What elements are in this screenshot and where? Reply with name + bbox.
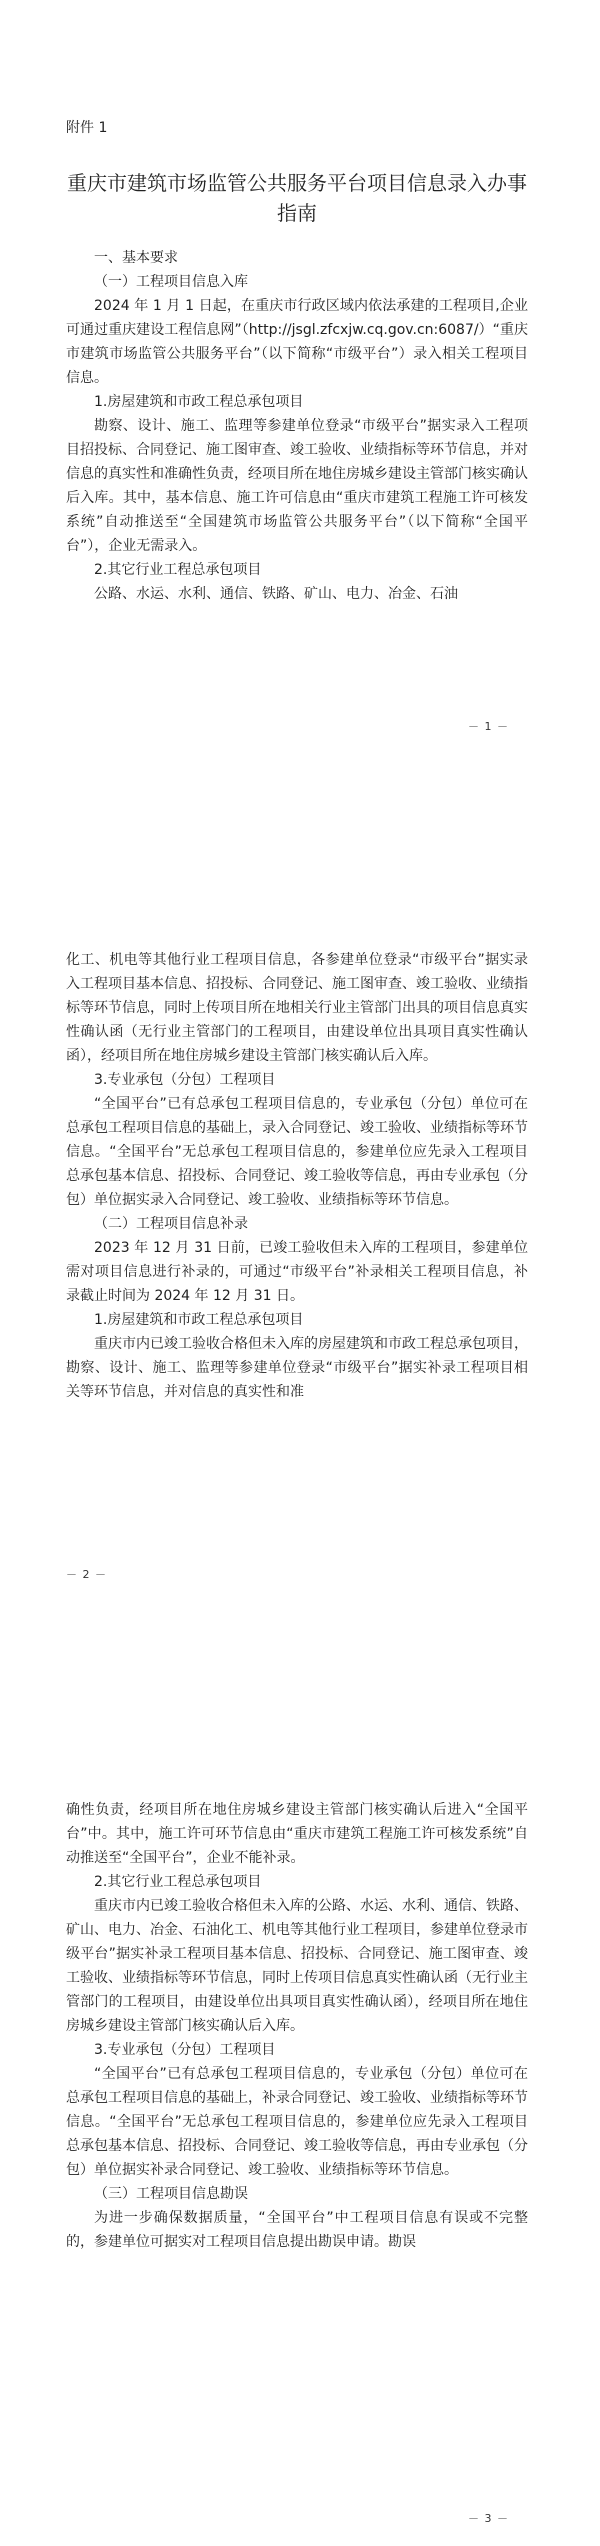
item-heading-other-industries: 2.其它行业工程总承包项目 bbox=[94, 1874, 262, 1890]
item-heading-other-industries: 2.其它行业工程总承包项目 bbox=[94, 562, 262, 578]
paragraph: “全国平台”已有总承包工程项目信息的，专业承包（分包）单位可在总承包工程项目信息的基础上，补录合同登记、竣工验收、业绩指标等环节信息。“全国平台”无总承包工程项目信息的，参建单位应先录入工程项目总承包基本信息、招投标、合同登记、竣工验收等信息，再由专业承包（分包）单位据实补录合同登记、竣工验收、业绩指标等环节信息。 bbox=[66, 2066, 528, 2178]
paragraph: 2023 年 12 月 31 日前，已竣工验收但未入库的工程项目，参建单位需对项目信息进行补录的，可通过“市级平台”补录相关工程项目信息，补录截止时间为 2024 年 12 月 31 日。 bbox=[66, 1240, 528, 1304]
section-group bbox=[66, 1798, 528, 2254]
page-number: － 1 － bbox=[468, 720, 509, 733]
page-number: － 3 － bbox=[468, 2512, 509, 2525]
paragraph: 勘察、设计、施工、监理等参建单位登录“市级平台”据实录入工程项目招投标、合同登记、施工图审查、竣工验收、业绩指标等环节信息，并对信息的真实性和准确性负责，经项目所在地住房城乡建设主管部门核实确认后入库。其中，基本信息、施工许可信息由“重庆市建筑工程施工许可核发系统”自动推送至“全国建筑市场监管公共服务平台”（以下简称“全国平台”），企业无需录入。 bbox=[66, 418, 528, 554]
item-heading-housing-municipal: 1.房屋建筑和市政工程总承包项目 bbox=[94, 1312, 304, 1328]
subsection-heading-project-entry: （一）工程项目信息入库 bbox=[94, 274, 248, 290]
section-heading-basic-requirements: 一、基本要求 bbox=[94, 250, 178, 266]
paragraph: 重庆市内已竣工验收合格但未入库的公路、水运、水利、通信、铁路、矿山、电力、冶金、石油化工、机电等其他行业工程项目，参建单位登录市级平台”据实补录工程项目基本信息、招投标、合同登记、施工图审查、竣工验收、业绩指标等环节信息，同时上传项目信息真实性确认函（无行业主管部门的工程项目，由建设单位出具项目真实性确认函），经项目所在地住房城乡建设主管部门核实确认后入库。 bbox=[66, 1898, 528, 2034]
document-page-2 bbox=[0, 848, 600, 1698]
attachment-label: 附件 1 bbox=[66, 120, 108, 136]
paragraph: “全国平台”已有总承包工程项目信息的，专业承包（分包）单位可在总承包工程项目信息的基础上，录入合同登记、竣工验收、业绩指标等环节信息。“全国平台”无总承包工程项目信息的，参建单位应先录入工程项目总承包基本信息、招投标、合同登记、竣工验收等信息，再由专业承包（分包）单位据实录入合同登记、竣工验收、业绩指标等环节信息。 bbox=[66, 1096, 528, 1208]
paragraph: 为进一步确保数据质量，“全国平台”中工程项目信息有误或不完整的，参建单位可据实对工程项目信息提出勘误申请。勘误 bbox=[66, 2210, 528, 2250]
paragraph: 确性负责，经项目所在地住房城乡建设主管部门核实确认后进入“全国平台”中。其中，施工许可环节信息由“重庆市建筑工程施工许可核发系统”自动推送至“全国平台”，企业不能补录。 bbox=[66, 1802, 528, 1866]
section-group bbox=[66, 246, 528, 606]
document-page-3 bbox=[0, 1698, 600, 2546]
page-number: － 2 － bbox=[66, 1568, 107, 1581]
subsection-heading-error-correction: （三）工程项目信息勘误 bbox=[94, 2186, 248, 2202]
paragraph: 化工、机电等其他行业工程项目信息，各参建单位登录“市级平台”据实录入工程项目基本信息、招投标、合同登记、施工图审查、竣工验收、业绩指标等环节信息，同时上传项目所在地相关行业主管部门出具的项目信息真实性确认函（无行业主管部门的工程项目，由建设单位出具项目真实性确认函），经项目所在地住房城乡建设主管部门核实确认后入库。 bbox=[66, 952, 528, 1064]
document-page-1 bbox=[0, 0, 600, 848]
section-group bbox=[66, 948, 528, 1404]
paragraph: 公路、水运、水利、通信、铁路、矿山、电力、冶金、石油 bbox=[94, 586, 458, 602]
item-heading-specialty-subcontract: 3.专业承包（分包）工程项目 bbox=[94, 2042, 276, 2058]
item-heading-specialty-subcontract: 3.专业承包（分包）工程项目 bbox=[94, 1072, 276, 1088]
paragraph: 重庆市内已竣工验收合格但未入库的房屋建筑和市政工程总承包项目，勘察、设计、施工、监理等参建单位登录“市级平台”据实补录工程项目相关等环节信息，并对信息的真实性和准 bbox=[66, 1336, 528, 1400]
item-heading-housing-municipal: 1.房屋建筑和市政工程总承包项目 bbox=[94, 394, 304, 410]
document-title: 重庆市建筑市场监管公共服务平台项目信息录入办事指南 bbox=[67, 171, 527, 225]
paragraph: 2024 年 1 月 1 日起，在重庆市行政区域内依法承建的工程项目,企业可通过重庆建设工程信息网”（http://jsgl.zfcxjw.cq.gov.cn:6087/）“重庆市建筑市场监管公共服务平台”（以下简称“市级平台”）录入相关工程项目信息。 bbox=[66, 298, 528, 386]
subsection-heading-supplementary-entry: （二）工程项目信息补录 bbox=[94, 1216, 248, 1232]
